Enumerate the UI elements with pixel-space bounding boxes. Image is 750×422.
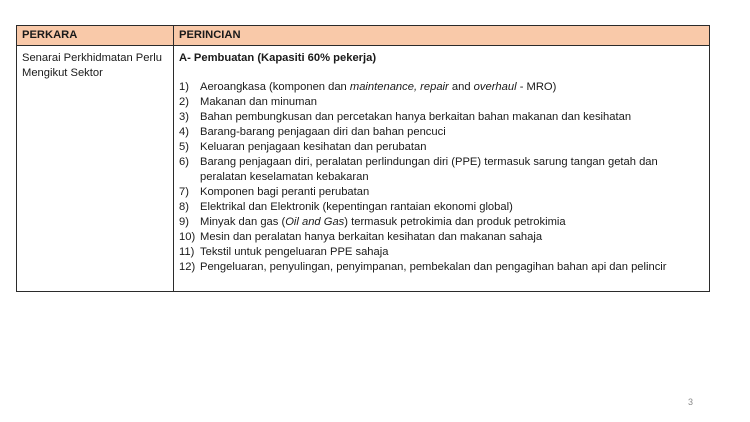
list-item — [179, 110, 704, 125]
list-item-text — [200, 125, 704, 140]
list-item-number: 8) — [179, 201, 189, 213]
list-item — [179, 230, 704, 245]
details-cell — [174, 46, 710, 292]
list-item-number: 1) — [179, 81, 189, 93]
list-item-number: 7) — [179, 186, 189, 198]
list-item-number: 5) — [179, 141, 189, 153]
table-row — [17, 46, 710, 292]
list-item — [179, 125, 704, 140]
list-item-text — [200, 230, 704, 245]
page-number: 3 — [688, 397, 694, 407]
list-item — [179, 155, 704, 185]
list-item — [179, 185, 704, 200]
text-segment: Aeroangkasa (komponen dan — [200, 81, 350, 93]
text-segment: - MRO) — [516, 81, 557, 93]
italic-text: Oil and Gas — [285, 216, 345, 228]
list-item-number: 4) — [179, 126, 189, 138]
list-item-number: 9) — [179, 216, 189, 228]
text-segment: Barang-barang penjagaan diri dan bahan pencuci — [200, 126, 446, 138]
text-segment: Komponen bagi peranti perubatan — [200, 186, 370, 198]
list-item — [179, 215, 704, 230]
list-item — [179, 200, 704, 215]
list-item-text — [200, 260, 704, 275]
list-item-number: 10) — [179, 231, 196, 243]
services-table — [16, 25, 710, 292]
sector-cell: Senarai Perkhidmatan Perlu Mengikut Sektor — [17, 46, 174, 292]
table-header-row — [17, 26, 710, 46]
list-item-number: 12) — [179, 261, 196, 273]
list-item-text — [200, 200, 704, 215]
list-item-text — [200, 245, 704, 260]
list-item — [179, 140, 704, 155]
list-item — [179, 260, 704, 275]
italic-text: maintenance, repair — [349, 81, 449, 93]
list-item-number: 3) — [179, 111, 189, 123]
list-item-number: 2) — [179, 96, 189, 108]
list-item-text — [200, 95, 704, 110]
text-segment: Mesin dan peralatan hanya berkaitan kesihatan dan makanan sahaja — [200, 231, 543, 243]
list-item — [179, 80, 704, 95]
text-segment: Keluaran penjagaan kesihatan dan perubatan — [200, 141, 427, 153]
text-segment: Bahan pembungkusan dan percetakan hanya berkaitan bahan makanan dan kesihatan — [200, 111, 632, 123]
list-item-text — [200, 110, 704, 125]
list-item-text — [200, 155, 704, 185]
text-segment: ) termasuk petrokimia dan produk petrokimia — [344, 216, 566, 228]
list-item — [179, 245, 704, 260]
text-segment: Makanan dan minuman — [200, 96, 317, 108]
header-perincian: PERINCIAN — [174, 26, 710, 46]
list-item-text — [200, 185, 704, 200]
text-segment: Tekstil untuk pengeluaran PPE sahaja — [200, 246, 389, 258]
list-item-number: 11) — [179, 246, 195, 258]
text-segment: Pengeluaran, penyulingan, penyimpanan, pembekalan dan pengagihan bahan api dan pelincir — [200, 261, 667, 273]
list-item-text — [200, 80, 704, 95]
list-item-number: 6) — [179, 156, 189, 168]
section-subheading: A- Pembuatan (Kapasiti 60% pekerja) — [179, 52, 377, 64]
list-item — [179, 95, 704, 110]
italic-text: overhaul — [473, 81, 517, 93]
list-item-text — [200, 215, 704, 230]
text-segment: Minyak dan gas ( — [200, 216, 286, 228]
text-segment: and — [448, 81, 474, 93]
list-item-text — [200, 140, 704, 155]
text-segment: Elektrikal dan Elektronik (kepentingan rantaian ekonomi global) — [200, 201, 513, 213]
header-perkara: PERKARA — [17, 26, 174, 46]
text-segment: Barang penjagaan diri, peralatan perlindungan diri (PPE) termasuk sarung tangan getah dan peralatan keselamatan kebakaran — [200, 156, 658, 183]
services-list — [179, 80, 704, 275]
